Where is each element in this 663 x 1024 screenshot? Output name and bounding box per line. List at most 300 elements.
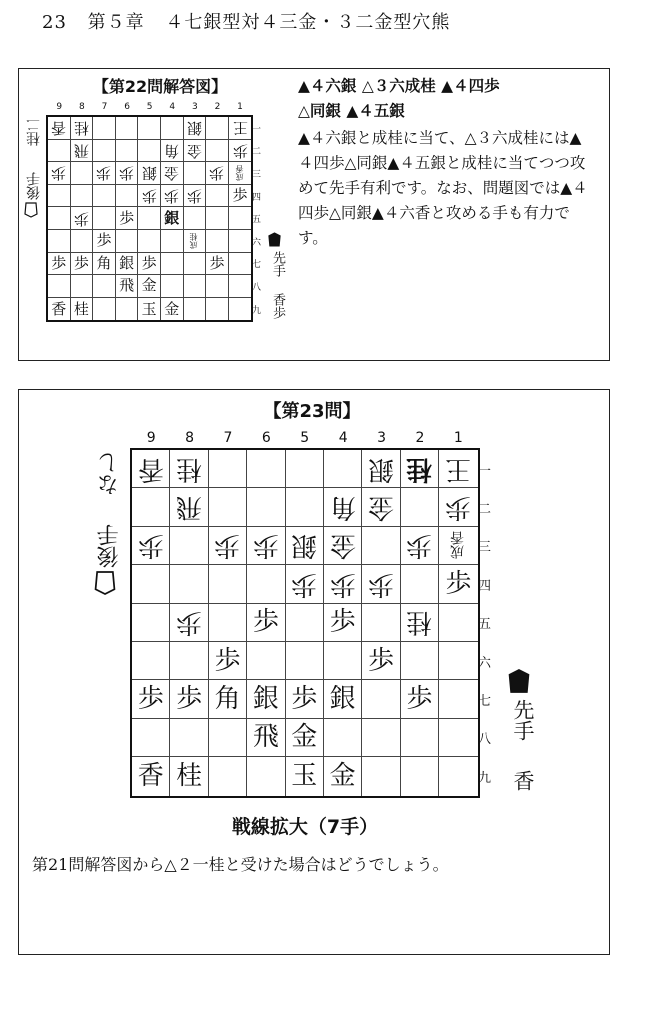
board-square [116, 253, 139, 276]
board-square [401, 488, 439, 526]
board-square [48, 140, 71, 163]
sente-piece: 歩 [232, 186, 248, 205]
board-square [324, 450, 362, 488]
board-square [439, 719, 477, 757]
row-label: 七 [478, 694, 492, 710]
board-square [138, 185, 161, 208]
answer-moves-line1 [298, 74, 500, 96]
chapter-label: 第５章 [87, 12, 145, 33]
board-square [286, 719, 324, 757]
gote-piece: 金 [329, 530, 356, 561]
sente-piece: 玉 [141, 299, 157, 318]
board-square [138, 275, 161, 298]
board-square [71, 117, 94, 140]
board-square [324, 757, 362, 795]
gote-piece: 歩 [119, 164, 135, 183]
sente-piece: 銀 [329, 684, 356, 715]
board-square [138, 253, 161, 276]
board-square [48, 207, 71, 230]
board-square [439, 680, 477, 718]
board-square [71, 275, 94, 298]
board-square [439, 488, 477, 526]
column-label: 9 [56, 102, 63, 112]
board-square [170, 604, 208, 642]
gote-piece: 歩 [232, 141, 248, 160]
board-square [170, 527, 208, 565]
board-square [93, 162, 116, 185]
sente-piece: 角 [214, 684, 241, 715]
board-square [184, 162, 207, 185]
gote-piece: 飛 [176, 492, 203, 523]
board-square [206, 298, 229, 321]
board-square [184, 253, 207, 276]
board-square [138, 207, 161, 230]
gote-piece: 歩 [137, 530, 164, 561]
board-square [401, 757, 439, 795]
board-square [209, 680, 247, 718]
board-square [209, 757, 247, 795]
sente-piece: 歩 [368, 645, 395, 676]
board-square [132, 604, 170, 642]
gote-piece: 銀 [141, 164, 157, 183]
row-label: 二 [252, 147, 262, 158]
gote-piece: 歩 [164, 187, 180, 206]
large-sente-marker-icon [508, 668, 538, 699]
sente-piece: 金 [329, 761, 356, 792]
board-square [362, 719, 400, 757]
board-square [324, 488, 362, 526]
column-label: 3 [191, 102, 198, 112]
row-label: 三 [478, 540, 492, 556]
board-square [324, 565, 362, 603]
gote-piece: 歩 [176, 607, 203, 638]
board-square [401, 642, 439, 680]
sente-marker-icon [268, 232, 287, 251]
board-square [71, 162, 94, 185]
large-sente-hand: 香 [511, 770, 535, 791]
gote-piece: 歩 [329, 568, 356, 599]
board-square [439, 527, 477, 565]
column-label: 1 [237, 102, 243, 112]
gote-piece: 金 [186, 141, 202, 160]
gote-piece: 銀 [368, 453, 395, 484]
column-label: 4 [169, 102, 176, 112]
gote-piece: 歩 [96, 164, 112, 183]
board-square [93, 275, 116, 298]
gote-piece: 成香 [450, 531, 467, 560]
large-sente-label: 先手 [511, 699, 535, 741]
board-square [48, 185, 71, 208]
board-square [209, 565, 247, 603]
gote-piece: 成桂 [189, 232, 199, 249]
sente-piece: 歩 [445, 568, 472, 599]
board-square [184, 207, 207, 230]
board-square [439, 757, 477, 795]
board-square [247, 527, 285, 565]
board-square [286, 450, 324, 488]
gote-piece: 飛 [73, 141, 89, 160]
board-square [161, 162, 184, 185]
sente-piece: 歩 [51, 253, 67, 272]
gote-piece: 金 [164, 164, 180, 183]
sente-piece: 角 [96, 253, 112, 272]
column-label: 2 [214, 102, 221, 112]
board-square [184, 140, 207, 163]
row-label: 六 [478, 655, 492, 671]
sente-piece: 金 [291, 722, 318, 753]
large-gote-marker-icon [94, 570, 125, 602]
board-square [71, 230, 94, 253]
board-square [116, 298, 139, 321]
row-label: 八 [252, 282, 262, 293]
row-label: 九 [478, 770, 492, 786]
board-square [170, 757, 208, 795]
board-square [184, 117, 207, 140]
gote-piece: 歩 [141, 187, 157, 206]
gote-piece: 歩 [186, 187, 202, 206]
board-square [286, 488, 324, 526]
board-square [286, 565, 324, 603]
board-square [116, 230, 139, 253]
board-square [286, 527, 324, 565]
column-label: 9 [146, 430, 156, 446]
board-square [229, 140, 252, 163]
sente-piece: 歩 [329, 607, 356, 638]
sente-piece: 桂 [73, 299, 89, 318]
sente-piece: 金 [164, 299, 180, 318]
sente-piece: 銀 [119, 253, 135, 272]
board-square [170, 642, 208, 680]
board-square [229, 117, 252, 140]
board-square [401, 604, 439, 642]
sente-piece: 銀 [164, 208, 180, 227]
board-square [209, 642, 247, 680]
board-square [286, 642, 324, 680]
board-square [247, 642, 285, 680]
small-board-row-labels [252, 117, 261, 320]
row-label: 五 [252, 215, 262, 226]
gote-piece: 金 [368, 492, 395, 523]
board-square [247, 450, 285, 488]
board-square [247, 719, 285, 757]
column-label: 7 [223, 430, 233, 446]
board-square [229, 275, 252, 298]
small-sente-label: 先手 [270, 251, 285, 277]
board-square [247, 565, 285, 603]
board-square [209, 604, 247, 642]
column-label: 6 [261, 430, 271, 446]
large-sente-hand-wrap [508, 770, 538, 791]
board-square [161, 117, 184, 140]
sente-piece: 歩 [96, 231, 112, 250]
board-square [206, 230, 229, 253]
sente-piece: 歩 [176, 684, 203, 715]
board-square [362, 488, 400, 526]
board-square [324, 680, 362, 718]
gote-piece: 桂 [406, 453, 433, 484]
board-square [93, 185, 116, 208]
board-square [170, 719, 208, 757]
row-label: 五 [478, 617, 492, 633]
large-board-row-labels [478, 450, 491, 796]
gote-marker-icon [24, 202, 44, 222]
board-square [132, 527, 170, 565]
board-square [71, 298, 94, 321]
board-square [229, 207, 252, 230]
sente-piece: 歩 [119, 208, 135, 227]
sente-piece: 歩 [291, 684, 318, 715]
move-1: ▲４六銀 [298, 77, 357, 95]
page-number: 23 [42, 12, 67, 33]
small-sente-hand-wrap [268, 293, 287, 319]
board-square [132, 680, 170, 718]
board-square [324, 719, 362, 757]
gote-piece: 王 [445, 453, 472, 484]
board-square [206, 207, 229, 230]
board-square [138, 162, 161, 185]
small-sente-hand: 香歩 [270, 293, 285, 319]
board-square [362, 757, 400, 795]
board-square [401, 565, 439, 603]
large-gote-player [94, 524, 125, 602]
column-label: 8 [79, 102, 85, 112]
board-square [93, 117, 116, 140]
row-label: 八 [478, 732, 492, 748]
board-square [48, 230, 71, 253]
sente-piece: 金 [141, 276, 157, 295]
board-square [161, 207, 184, 230]
gote-piece: 桂 [406, 607, 433, 638]
board-square [206, 275, 229, 298]
sente-piece: 歩 [137, 684, 164, 715]
board-square [439, 604, 477, 642]
board-square [170, 680, 208, 718]
board-square [132, 488, 170, 526]
board-square [161, 275, 184, 298]
gote-piece: 桂 [73, 119, 89, 138]
row-label: 三 [252, 169, 262, 180]
board-square [286, 757, 324, 795]
board-square [362, 565, 400, 603]
board-square [132, 642, 170, 680]
row-label: 四 [478, 578, 492, 594]
sente-piece: 歩 [214, 645, 241, 676]
small-gote-hand: 桂二 [26, 118, 42, 146]
small-gote-info [24, 118, 44, 146]
board-square [116, 275, 139, 298]
gote-piece: 歩 [51, 164, 67, 183]
gote-piece: 歩 [291, 568, 318, 599]
board-square [324, 527, 362, 565]
board-square [209, 450, 247, 488]
board-square [184, 185, 207, 208]
chapter-title: ４七銀型対４三金・３二金型穴熊 [165, 12, 451, 33]
move-2: △３六成桂 [361, 77, 436, 95]
row-label: 四 [252, 192, 262, 203]
small-gote-label: 後手 [26, 172, 42, 200]
small-board-column-labels [48, 102, 251, 112]
board-square [71, 207, 94, 230]
sente-piece: 桂 [176, 761, 203, 792]
board-square [362, 604, 400, 642]
board-square [71, 253, 94, 276]
board-square [247, 757, 285, 795]
board-square [138, 230, 161, 253]
sente-piece: 香 [137, 761, 164, 792]
sente-piece: 歩 [406, 684, 433, 715]
column-label: 4 [338, 430, 348, 446]
board-square [439, 642, 477, 680]
board-square [206, 253, 229, 276]
board-square [362, 527, 400, 565]
move-3: ▲４四歩 [441, 77, 500, 95]
answer-explanation: ▲４六銀と成桂に当て、△３六成桂には▲４四歩△同銀▲４五銀と成桂に当てつつ攻めて先手有利です。なお、問題図では▲４四歩△同銀▲４六香と攻める手も有力です。 [298, 129, 588, 247]
board-square [401, 450, 439, 488]
gote-piece: 銀 [291, 530, 318, 561]
gote-piece: 香 [51, 119, 67, 138]
board-square [132, 719, 170, 757]
gote-piece: 歩 [73, 209, 89, 228]
board-square [93, 298, 116, 321]
gote-piece: 歩 [445, 492, 472, 523]
move-4: △同銀 [298, 102, 341, 120]
large-gote-hand: なし [97, 452, 122, 496]
board-square [206, 140, 229, 163]
gote-piece: 銀 [186, 119, 202, 138]
board-square [229, 230, 252, 253]
sente-piece: 香 [51, 299, 67, 318]
board-square [116, 140, 139, 163]
board-square [286, 680, 324, 718]
row-label: 六 [252, 237, 262, 248]
board-square [209, 719, 247, 757]
gote-piece: 歩 [368, 568, 395, 599]
board-square [48, 162, 71, 185]
column-label: 8 [185, 430, 195, 446]
board-square [229, 162, 252, 185]
board-square [439, 450, 477, 488]
gote-piece: 角 [329, 492, 356, 523]
board-square [362, 642, 400, 680]
board-square [184, 275, 207, 298]
column-label: 2 [415, 430, 425, 446]
large-sente-info [508, 668, 538, 741]
large-gote-label: 後手 [97, 524, 122, 568]
board-square [247, 680, 285, 718]
problem-23-question: 第21問解答図から△２一桂と受けた場合はどうでしょう。 [32, 855, 449, 874]
large-board-caption: 戦線拡大（7手） [231, 816, 379, 838]
board-square [116, 185, 139, 208]
column-label: 5 [146, 102, 153, 112]
board-square [48, 298, 71, 321]
board-square [48, 117, 71, 140]
board-square [71, 140, 94, 163]
sente-piece: 歩 [252, 607, 279, 638]
board-square [247, 604, 285, 642]
answer-moves-line2 [298, 99, 405, 121]
board-square [229, 253, 252, 276]
board-square [229, 185, 252, 208]
board-square [138, 298, 161, 321]
large-board [130, 448, 480, 798]
board-square [209, 488, 247, 526]
sente-piece: 歩 [73, 253, 89, 272]
page-header [42, 8, 450, 34]
small-board-title: 【第22問解答図】 [92, 77, 228, 96]
small-gote-player [24, 172, 44, 222]
board-square [71, 185, 94, 208]
board-square [362, 450, 400, 488]
gote-piece: 角 [164, 141, 180, 160]
board-square [161, 298, 184, 321]
column-label: 3 [377, 430, 386, 446]
board-square [401, 680, 439, 718]
row-label: 一 [252, 124, 262, 135]
large-board-title: 【第23問】 [263, 401, 361, 422]
board-square [93, 140, 116, 163]
small-board [46, 115, 253, 322]
sente-piece: 玉 [291, 761, 318, 792]
gote-piece: 歩 [252, 530, 279, 561]
board-square [206, 162, 229, 185]
board-square [132, 450, 170, 488]
board-square [161, 185, 184, 208]
board-square [138, 140, 161, 163]
board-square [229, 298, 252, 321]
board-square [161, 253, 184, 276]
board-square [324, 642, 362, 680]
gote-piece: 歩 [406, 530, 433, 561]
column-label: 6 [124, 102, 130, 112]
column-label: 5 [300, 430, 310, 446]
board-square [170, 565, 208, 603]
board-square [132, 565, 170, 603]
sente-piece: 飛 [119, 276, 135, 295]
gote-piece: 歩 [209, 164, 225, 183]
large-board-column-labels [132, 430, 478, 446]
sente-piece: 歩 [209, 253, 225, 272]
board-square [170, 488, 208, 526]
board-square [206, 185, 229, 208]
board-square [116, 117, 139, 140]
sente-piece: 歩 [141, 253, 157, 272]
board-square [161, 140, 184, 163]
gote-piece: 桂 [176, 453, 203, 484]
row-label: 九 [252, 305, 262, 316]
board-square [93, 253, 116, 276]
small-sente-info [268, 232, 287, 277]
gote-piece: 成香 [235, 164, 245, 181]
board-square [247, 488, 285, 526]
sente-piece: 銀 [252, 684, 279, 715]
board-square [132, 757, 170, 795]
row-label: 二 [478, 502, 492, 518]
board-square [93, 230, 116, 253]
board-square [362, 680, 400, 718]
board-square [48, 253, 71, 276]
board-square [184, 298, 207, 321]
gote-piece: 香 [137, 453, 164, 484]
gote-piece: 王 [232, 119, 248, 138]
board-square [184, 230, 207, 253]
board-square [324, 604, 362, 642]
board-square [401, 527, 439, 565]
board-square [116, 162, 139, 185]
board-square [170, 450, 208, 488]
board-square [48, 275, 71, 298]
row-label: 一 [478, 463, 492, 479]
board-square [209, 527, 247, 565]
